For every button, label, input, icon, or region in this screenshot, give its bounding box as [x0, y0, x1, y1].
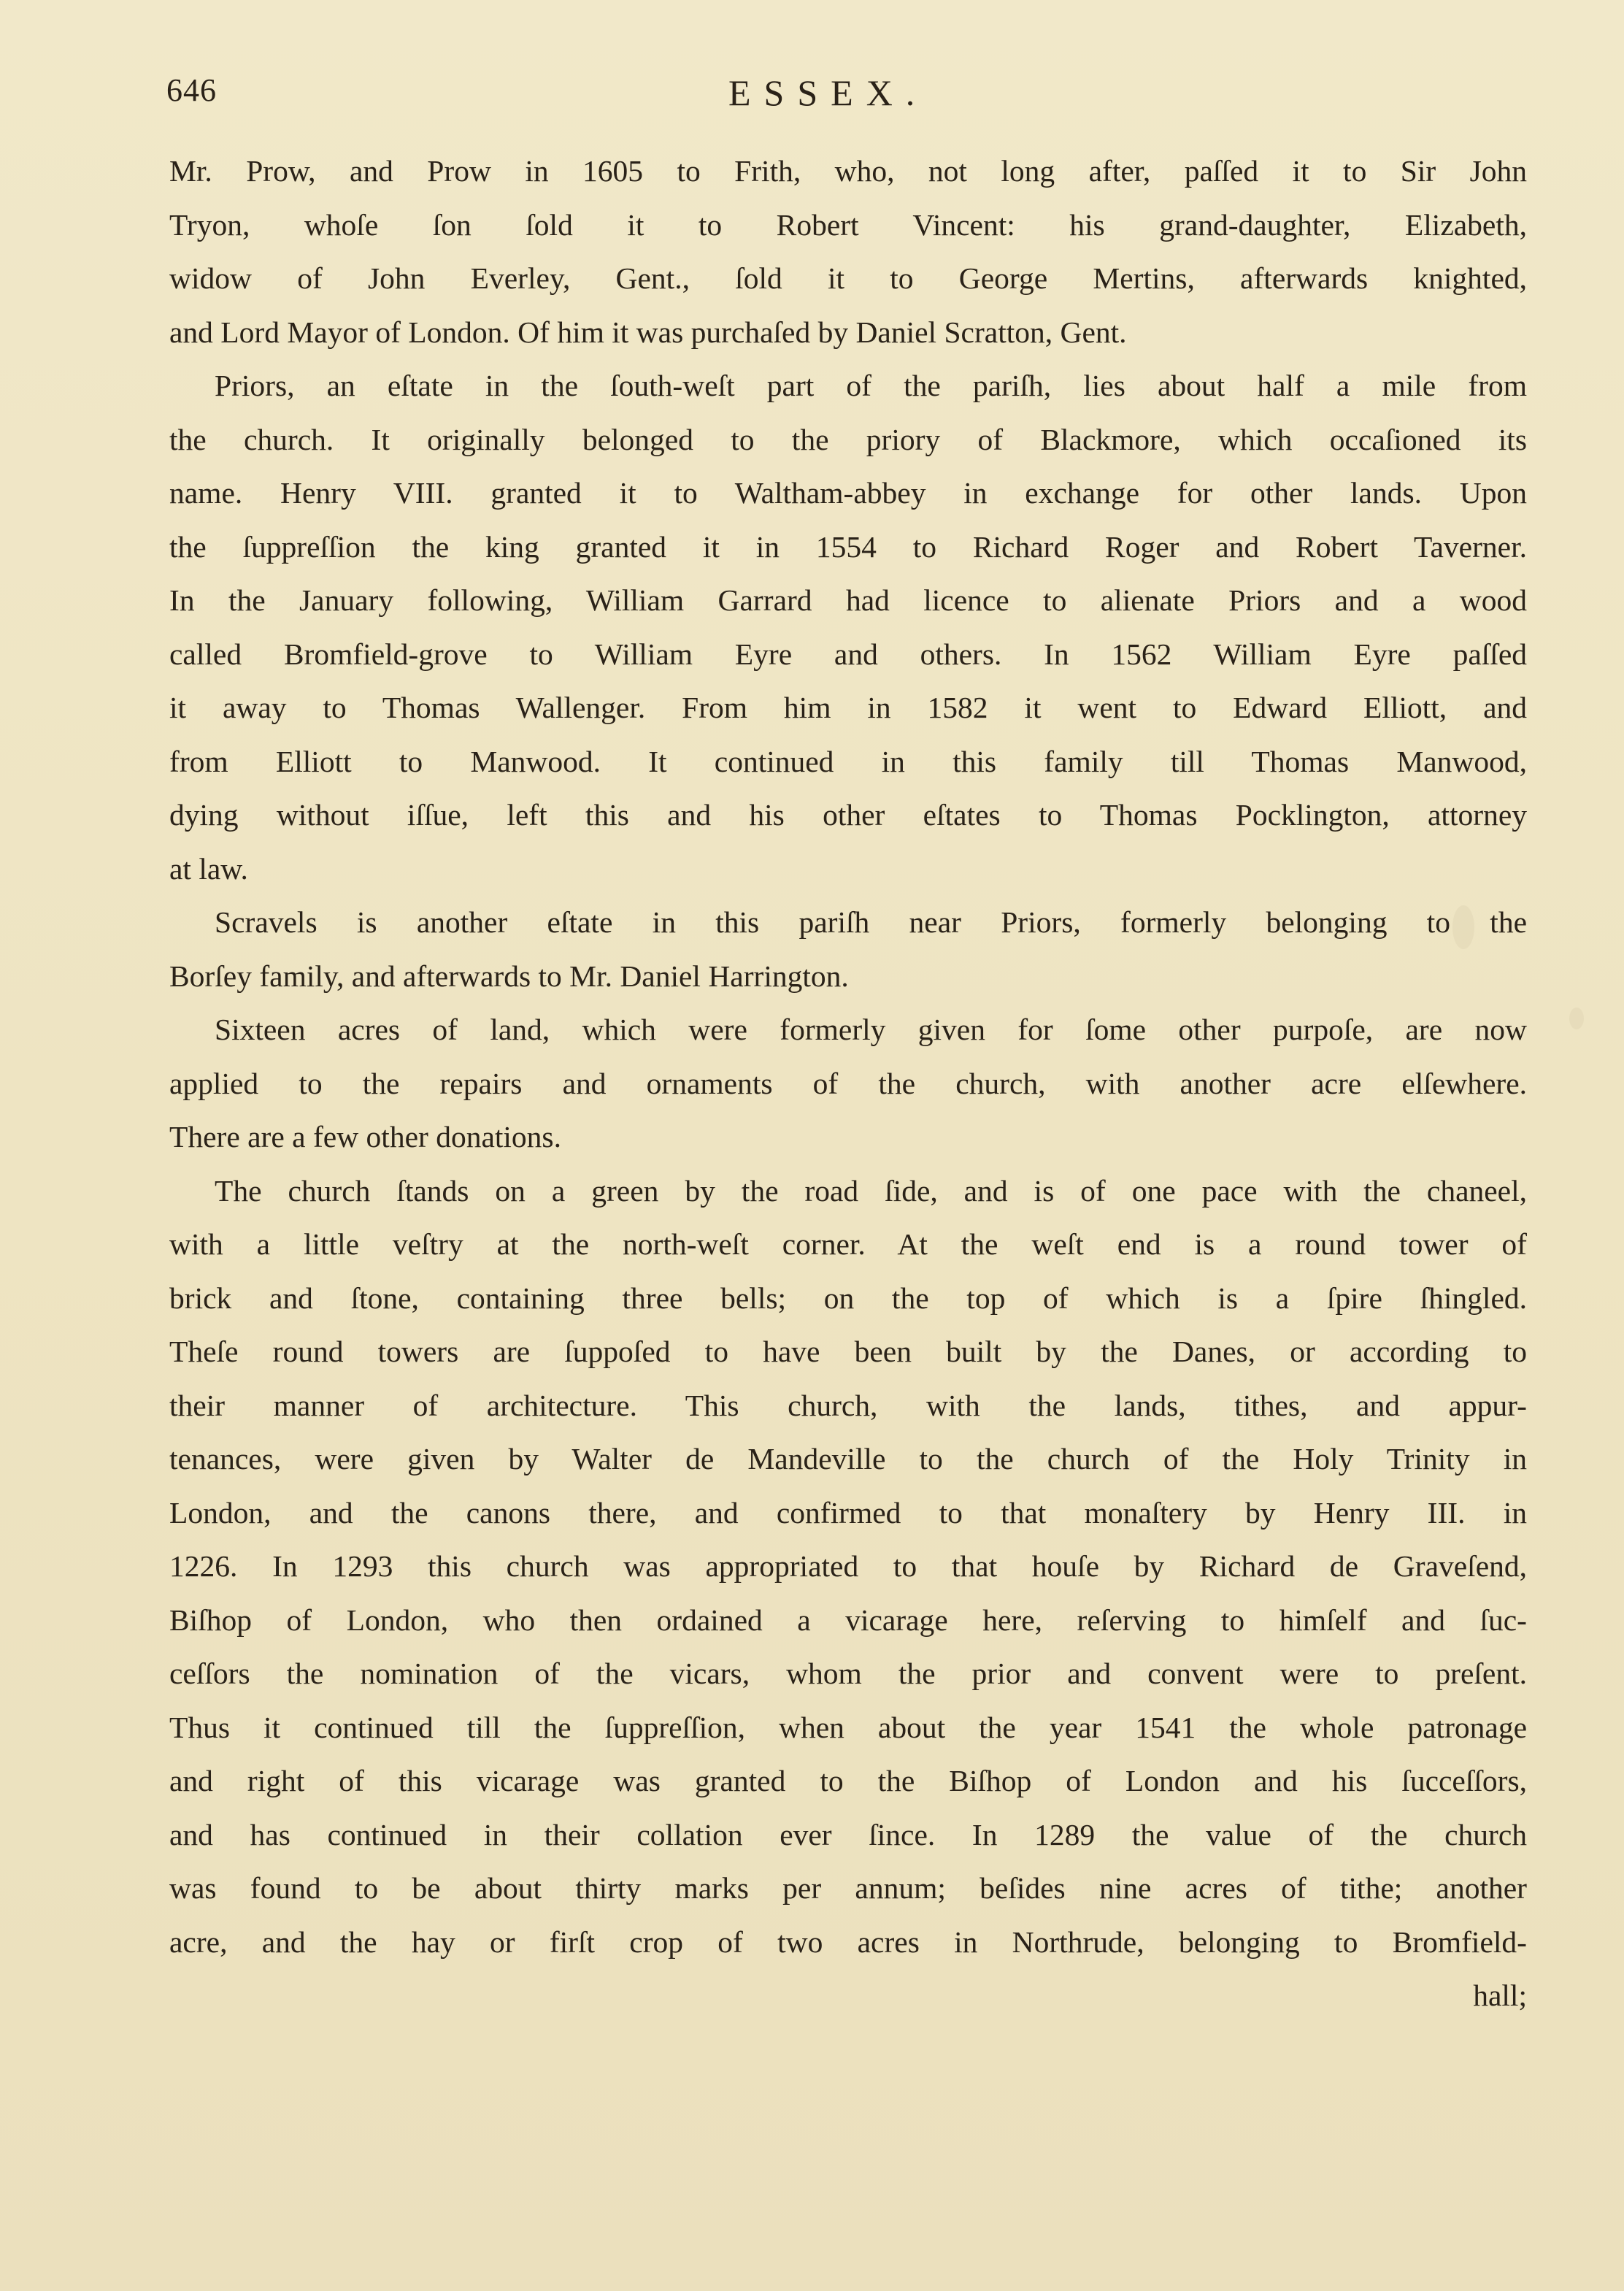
paragraph-start-line: Sixteen acres of land, which were formerly given for ſome other purpoſe, are now — [215, 1013, 1527, 1046]
text-line: Thus it continued till the ſuppreſſion, when about the year 1541 the whole patronage — [169, 1710, 1527, 1744]
paragraph-start-line: Priors, an eſtate in the ſouth-weſt part of the pariſh, lies about half a mile from — [215, 369, 1527, 402]
text-line: Tryon, whoſe ſon ſold it to Robert Vincent: his grand-daughter, Elizabeth, — [169, 207, 1527, 242]
text-line: from Elliott to Manwood. It continued in this family till Thomas Manwood, — [169, 744, 1527, 778]
text-line: Theſe round towers are ſuppoſed to have been built by the Danes, or according to — [169, 1335, 1527, 1368]
text-line: There are a few other donations. — [169, 1120, 561, 1154]
text-line: Mr. Prow, and Prow in 1605 to Frith, who, not long after, paſſed it to Sir John — [169, 154, 1527, 188]
catchword-line: hall; — [1473, 1979, 1527, 2012]
text-line: with a little veſtry at the north-weſt corner. At the weſt end is a round tower of — [169, 1227, 1527, 1261]
text-line: 1226. In 1293 this church was appropriated to that houſe by Richard de Graveſend, — [169, 1549, 1527, 1583]
text-line: it away to Thomas Wallenger. From him in 1582 it went to Edward Elliott, and — [169, 691, 1527, 724]
text-line: name. Henry VIII. granted it to Waltham-abbey in exchange for other lands. Upon — [169, 476, 1527, 510]
text-line: Borſey family, and afterwards to Mr. Daniel Harrington. — [169, 959, 849, 993]
text-line: dying without iſſue, left this and his other eſtates to Thomas Pocklington, attorney — [169, 798, 1527, 832]
page-number: 646 — [166, 72, 217, 108]
paper-spot — [1569, 1008, 1584, 1029]
text-line: the church. It originally belonged to the priory of Blackmore, which occaſioned its — [169, 422, 1527, 456]
text-line: ceſſors the nomination of the vicars, whom the prior and convent were to preſent. — [169, 1657, 1527, 1690]
text-line: at law. — [169, 851, 248, 886]
text-line: Biſhop of London, who then ordained a vicarage here, reſerving to himſelf and ſuc- — [169, 1603, 1527, 1637]
text-line: and has continued in their collation ever ſince. In 1289 the value of the church — [169, 1817, 1527, 1851]
text-line: acre, and the hay or firſt crop of two acres in Northrude, belonging to Bromfield- — [169, 1924, 1527, 1959]
text-line: their manner of architecture. This church, with the lands, tithes, and appur- — [169, 1388, 1527, 1422]
text-line: widow of John Everley, Gent., ſold it to George Mertins, afterwards knighted, — [169, 261, 1527, 295]
text-line: was found to be about thirty marks per annum; beſides nine acres of tithe; another — [169, 1871, 1527, 1905]
text-line: brick and ſtone, containing three bells; on the top of which is a ſpire ſhingled. — [169, 1281, 1527, 1315]
page-header — [166, 72, 1524, 123]
text-line: tenances, were given by Walter de Mandeville to the church of the Holy Trinity in — [169, 1442, 1527, 1475]
text-line: London, and the canons there, and confirmed to that monaſtery by Henry III. in — [169, 1495, 1527, 1530]
text-line: applied to the repairs and ornaments of the church, with another acre elſewhere. — [169, 1066, 1527, 1100]
text-line: and Lord Mayor of London. Of him it was purchaſed by Daniel Scratton, Gent. — [169, 315, 1127, 349]
text-line: called Bromfield-grove to William Eyre and others. In 1562 William Eyre paſſed — [169, 637, 1527, 671]
body-text — [169, 145, 1527, 2023]
paragraph-start-line: Scravels is another eſtate in this pariſh near Priors, formerly belonging to the — [215, 905, 1527, 939]
text-line: In the January following, William Garrard had licence to alienate Priors and a wood — [169, 583, 1527, 617]
paragraph-start-line: The church ſtands on a green by the road ſide, and is of one pace with the chaneel, — [215, 1173, 1527, 1208]
text-line: the ſuppreſſion the king granted it in 1554 to Richard Roger and Robert Taverner. — [169, 529, 1527, 564]
text-line: and right of this vicarage was granted to the Biſhop of London and his ſucceſſors, — [169, 1764, 1527, 1797]
running-title: ESSEX. — [728, 72, 928, 113]
